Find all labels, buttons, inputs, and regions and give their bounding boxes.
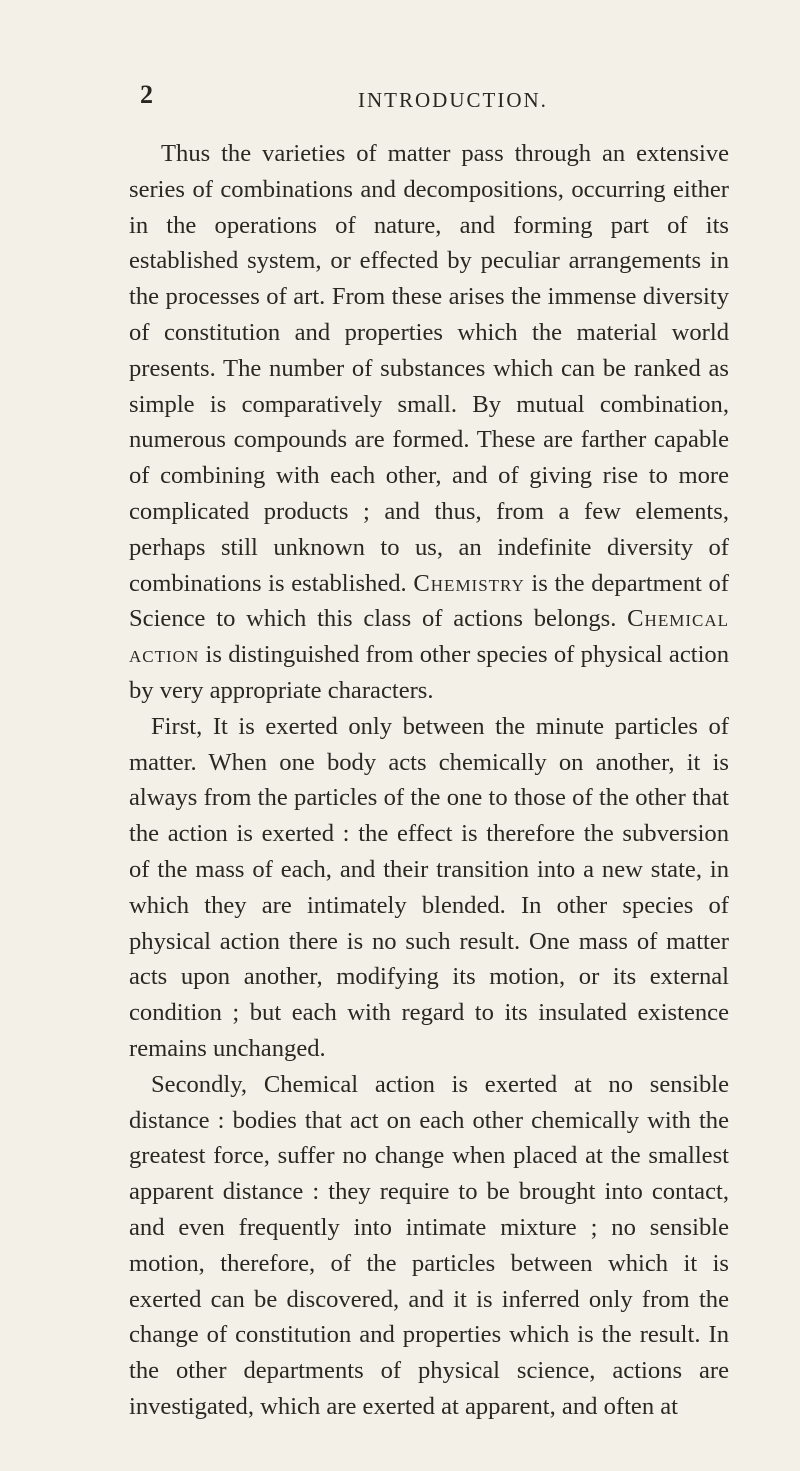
- paragraph-1-text: Thus the varieties of matter pass through an extensive series of combinations and decompositions, occurring either in the operations of nature, and forming part of its established system, or effected by peculiar arrangements in the processes of art. From these arises the immense diversity of constitution and properties which the material world presents. The number of substances which can be ranked as simple is comparatively small. By mutual combination, numerous compounds are formed. These are farther capable of combining with each other, and of giving rise to more complicated products ; and thus, from a few elements, perhaps still unknown to us, an indefinite diversity of combinations is established.: [129, 140, 729, 597]
- term-chemistry: Chemistry: [413, 569, 525, 597]
- term-chemical-action: Chemical action: [129, 605, 729, 669]
- page-number: 2: [140, 80, 153, 109]
- running-head: INTRODUCTION.: [358, 88, 548, 112]
- paragraph-2: First, It is exerted only between the minute particles of matter. When one body acts chemically on another, it is always from the particles of the one to those of the other that the action is exerted : the effect is therefore the subversion of the mass of each, and their transition into a new state, in which they are intimately blended. In other species of physical action there is no such result. One mass of matter acts upon another, modifying its motion, or its external condition ; but each with regard to its insulated existence remains unchanged.: [129, 712, 729, 1062]
- paragraph-1-middle: is the department of Science to which this class of actions belongs.: [129, 569, 729, 633]
- paragraph-1: [129, 136, 729, 709]
- body-text: [129, 136, 729, 1425]
- page-header: [0, 80, 800, 120]
- paragraph-1-end: is distinguished from other species of physical action by very appropriate characters.: [129, 641, 729, 704]
- paragraph-3: Secondly, Chemical action is exerted at no sensible distance : bodies that act on each other chemically with the greatest force, suffer no change when placed at the smallest apparent distance : they require to be brought into contact, and even frequently into intimate mixture ; no sensible motion, therefore, of the particles between which it is exerted can be discovered, and it is inferred only from the change of constitution and properties which is the result. In the other departments of physical science, actions are investigated, which are exerted at apparent, and often at: [129, 1070, 729, 1420]
